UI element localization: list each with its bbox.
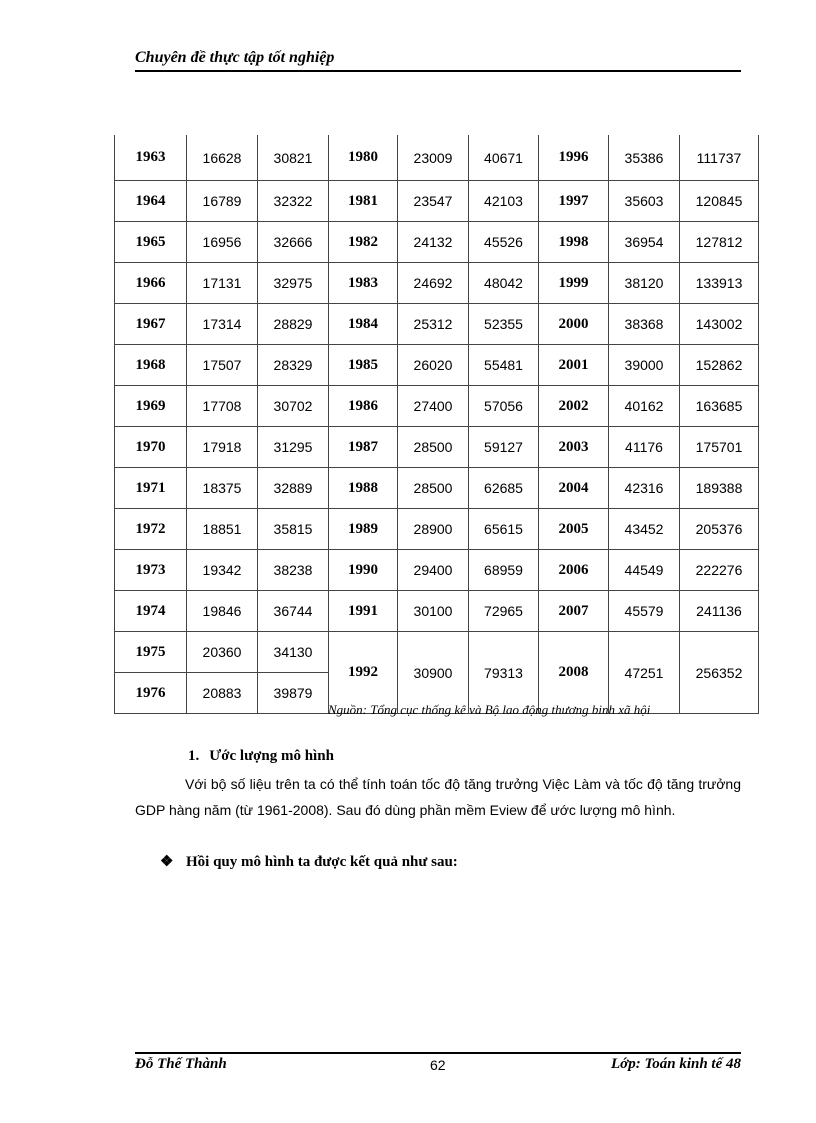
year-cell: 1967 bbox=[115, 304, 187, 345]
value-cell: 79313 bbox=[469, 632, 539, 714]
bullet-line bbox=[160, 852, 458, 871]
value-cell: 35386 bbox=[609, 135, 680, 181]
table-row bbox=[115, 591, 759, 632]
year-cell: 1973 bbox=[115, 550, 187, 591]
year-cell: 1984 bbox=[329, 304, 398, 345]
value-cell: 47251 bbox=[609, 632, 680, 714]
year-cell: 1992 bbox=[329, 632, 398, 714]
value-cell: 163685 bbox=[680, 386, 759, 427]
value-cell: 17708 bbox=[187, 386, 258, 427]
year-cell: 1981 bbox=[329, 181, 398, 222]
year-cell: 1985 bbox=[329, 345, 398, 386]
value-cell: 32666 bbox=[258, 222, 329, 263]
value-cell: 28500 bbox=[398, 427, 469, 468]
value-cell: 40671 bbox=[469, 135, 539, 181]
year-cell: 1980 bbox=[329, 135, 398, 181]
value-cell: 17131 bbox=[187, 263, 258, 304]
value-cell: 43452 bbox=[609, 509, 680, 550]
table-row bbox=[115, 509, 759, 550]
year-cell: 2000 bbox=[539, 304, 609, 345]
value-cell: 36744 bbox=[258, 591, 329, 632]
source-note: Nguồn: Tổng cục thống kê và Bộ lao động thương binh xã hội bbox=[328, 702, 651, 717]
value-cell: 72965 bbox=[469, 591, 539, 632]
value-cell: 205376 bbox=[680, 509, 759, 550]
value-cell: 19342 bbox=[187, 550, 258, 591]
table-row bbox=[115, 181, 759, 222]
value-cell: 32322 bbox=[258, 181, 329, 222]
value-cell: 17314 bbox=[187, 304, 258, 345]
value-cell: 241136 bbox=[680, 591, 759, 632]
data-table bbox=[114, 135, 759, 714]
value-cell: 23547 bbox=[398, 181, 469, 222]
value-cell: 28829 bbox=[258, 304, 329, 345]
value-cell: 42316 bbox=[609, 468, 680, 509]
header-title: Chuyên đề thực tập tốt nghiệp bbox=[135, 49, 335, 66]
table-row bbox=[115, 550, 759, 591]
year-cell: 2004 bbox=[539, 468, 609, 509]
value-cell: 16628 bbox=[187, 135, 258, 181]
value-cell: 39000 bbox=[609, 345, 680, 386]
value-cell: 16789 bbox=[187, 181, 258, 222]
year-cell: 1966 bbox=[115, 263, 187, 304]
value-cell: 30100 bbox=[398, 591, 469, 632]
table-row bbox=[115, 222, 759, 263]
value-cell: 38368 bbox=[609, 304, 680, 345]
table-row bbox=[115, 135, 759, 181]
value-cell: 127812 bbox=[680, 222, 759, 263]
year-cell: 1986 bbox=[329, 386, 398, 427]
footer-author: Đỗ Thế Thành bbox=[135, 1056, 227, 1072]
value-cell: 30900 bbox=[398, 632, 469, 714]
year-cell: 1972 bbox=[115, 509, 187, 550]
value-cell: 27400 bbox=[398, 386, 469, 427]
value-cell: 17918 bbox=[187, 427, 258, 468]
value-cell: 32889 bbox=[258, 468, 329, 509]
value-cell: 35815 bbox=[258, 509, 329, 550]
value-cell: 39879 bbox=[258, 673, 329, 714]
year-cell: 2006 bbox=[539, 550, 609, 591]
year-cell: 2007 bbox=[539, 591, 609, 632]
year-cell: 2002 bbox=[539, 386, 609, 427]
section-number: 1. bbox=[188, 748, 200, 764]
value-cell: 35603 bbox=[609, 181, 680, 222]
year-cell: 1965 bbox=[115, 222, 187, 263]
section-title: Ước lượng mô hình bbox=[209, 748, 334, 764]
value-cell: 133913 bbox=[680, 263, 759, 304]
value-cell: 18375 bbox=[187, 468, 258, 509]
year-cell: 1987 bbox=[329, 427, 398, 468]
table-row bbox=[115, 468, 759, 509]
year-cell: 1997 bbox=[539, 181, 609, 222]
value-cell: 59127 bbox=[469, 427, 539, 468]
body-paragraph: Với bộ số liệu trên ta có thể tính toán tốc độ tăng trưởng Việc Làm và tốc độ tăng trưởng GDP hàng năm (từ 1961-2008). Sau đó dùng phần mềm Eview để ước lượng mô hình. bbox=[135, 776, 741, 818]
value-cell: 16956 bbox=[187, 222, 258, 263]
value-cell: 25312 bbox=[398, 304, 469, 345]
year-cell: 1996 bbox=[539, 135, 609, 181]
value-cell: 55481 bbox=[469, 345, 539, 386]
year-cell: 2003 bbox=[539, 427, 609, 468]
value-cell: 222276 bbox=[680, 550, 759, 591]
value-cell: 29400 bbox=[398, 550, 469, 591]
value-cell: 44549 bbox=[609, 550, 680, 591]
value-cell: 42103 bbox=[469, 181, 539, 222]
value-cell: 20360 bbox=[187, 632, 258, 673]
bullet-text: Hồi quy mô hình ta được kết quả như sau: bbox=[186, 854, 458, 870]
year-cell: 1963 bbox=[115, 135, 187, 181]
value-cell: 68959 bbox=[469, 550, 539, 591]
value-cell: 38238 bbox=[258, 550, 329, 591]
value-cell: 256352 bbox=[680, 632, 759, 714]
value-cell: 17507 bbox=[187, 345, 258, 386]
value-cell: 120845 bbox=[680, 181, 759, 222]
value-cell: 45579 bbox=[609, 591, 680, 632]
year-cell: 1964 bbox=[115, 181, 187, 222]
value-cell: 52355 bbox=[469, 304, 539, 345]
year-cell: 1989 bbox=[329, 509, 398, 550]
value-cell: 28900 bbox=[398, 509, 469, 550]
value-cell: 62685 bbox=[469, 468, 539, 509]
value-cell: 34130 bbox=[258, 632, 329, 673]
year-cell: 2001 bbox=[539, 345, 609, 386]
year-cell: 1991 bbox=[329, 591, 398, 632]
value-cell: 41176 bbox=[609, 427, 680, 468]
value-cell: 45526 bbox=[469, 222, 539, 263]
value-cell: 38120 bbox=[609, 263, 680, 304]
value-cell: 111737 bbox=[680, 135, 759, 181]
value-cell: 23009 bbox=[398, 135, 469, 181]
value-cell: 24132 bbox=[398, 222, 469, 263]
year-cell: 2008 bbox=[539, 632, 609, 714]
year-cell: 1968 bbox=[115, 345, 187, 386]
value-cell: 28329 bbox=[258, 345, 329, 386]
year-cell: 1988 bbox=[329, 468, 398, 509]
value-cell: 48042 bbox=[469, 263, 539, 304]
table-row bbox=[115, 304, 759, 345]
value-cell: 36954 bbox=[609, 222, 680, 263]
value-cell: 143002 bbox=[680, 304, 759, 345]
table-row bbox=[115, 632, 759, 673]
footer-rule bbox=[135, 1052, 741, 1054]
table-row bbox=[115, 345, 759, 386]
year-cell: 1990 bbox=[329, 550, 398, 591]
table-row bbox=[115, 386, 759, 427]
value-cell: 32975 bbox=[258, 263, 329, 304]
header-rule bbox=[135, 70, 741, 72]
diamond-bullet-icon: ❖ bbox=[160, 854, 174, 870]
value-cell: 20883 bbox=[187, 673, 258, 714]
section-heading bbox=[188, 748, 334, 765]
value-cell: 189388 bbox=[680, 468, 759, 509]
year-cell: 1976 bbox=[115, 673, 187, 714]
value-cell: 57056 bbox=[469, 386, 539, 427]
page-number: 62 bbox=[430, 1057, 446, 1073]
value-cell: 30821 bbox=[258, 135, 329, 181]
table-row bbox=[115, 427, 759, 468]
year-cell: 1974 bbox=[115, 591, 187, 632]
year-cell: 1983 bbox=[329, 263, 398, 304]
year-cell: 1999 bbox=[539, 263, 609, 304]
year-cell: 2005 bbox=[539, 509, 609, 550]
value-cell: 152862 bbox=[680, 345, 759, 386]
year-cell: 1971 bbox=[115, 468, 187, 509]
footer-class: Lớp: Toán kinh tế 48 bbox=[610, 1056, 741, 1072]
value-cell: 65615 bbox=[469, 509, 539, 550]
year-cell: 1998 bbox=[539, 222, 609, 263]
value-cell: 30702 bbox=[258, 386, 329, 427]
year-cell: 1969 bbox=[115, 386, 187, 427]
year-cell: 1975 bbox=[115, 632, 187, 673]
value-cell: 26020 bbox=[398, 345, 469, 386]
year-cell: 1982 bbox=[329, 222, 398, 263]
value-cell: 28500 bbox=[398, 468, 469, 509]
value-cell: 19846 bbox=[187, 591, 258, 632]
year-cell: 1970 bbox=[115, 427, 187, 468]
table-row bbox=[115, 263, 759, 304]
value-cell: 24692 bbox=[398, 263, 469, 304]
value-cell: 18851 bbox=[187, 509, 258, 550]
value-cell: 40162 bbox=[609, 386, 680, 427]
value-cell: 175701 bbox=[680, 427, 759, 468]
value-cell: 31295 bbox=[258, 427, 329, 468]
